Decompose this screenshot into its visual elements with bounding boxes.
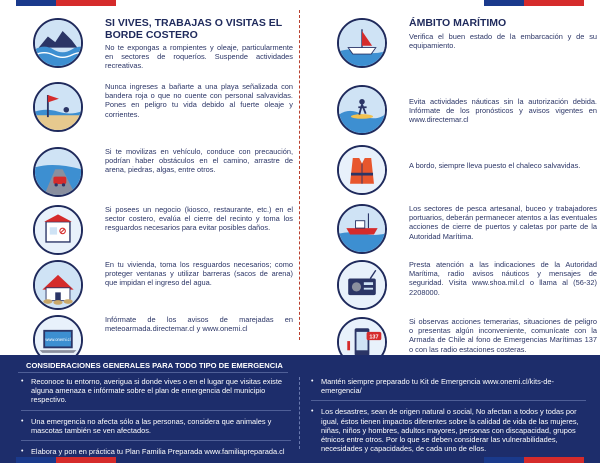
maritime-item-pesca <box>337 204 597 254</box>
consideration-item: • Mantén siempre preparado tu Kit de Emergencia www.onemi.cl/kits-de-emergencia/ <box>311 377 554 396</box>
bullet-icon: • <box>311 408 314 416</box>
coastal-text-4: Si posees un negocio (kiosco, restaurante, etc.) en el sector costero, evalúa el cierre del recinto y toma los resguardos necesarios para evitar posibles daños. <box>105 205 293 233</box>
flag-stripe-top-left <box>16 0 116 6</box>
considerations-left <box>21 377 291 461</box>
flag-stripe-top-right <box>484 0 584 6</box>
consideration-item: • Los desastres, sean de origen natural o social, No afectan a todos y todas por igual, éstos tienen impactos diferentes sobre la calidad de vida de las mujeres, niñas, niños y hombres, adultos mayores, personas con discapacidad, grupos étnicos entre otros. Por lo que se deben considerar las vulnerabilidades, necesidades y capacidades, de cada uno de ellos. <box>311 407 579 454</box>
wave-rock-icon <box>33 18 83 68</box>
maritime-item-embarcacion <box>337 18 597 68</box>
general-considerations-title: CONSIDERACIONES GENERALES PARA TODO TIPO DE EMERGENCIA <box>26 361 283 370</box>
general-considerations-band <box>0 355 600 463</box>
coastal-text-3: Si te movilizas en vehículo, conduce con precaución, podrían haber obstáculos en el camino, arrastre de arena, piedras, algas, entre otros. <box>105 147 293 175</box>
item-separator <box>21 440 291 441</box>
car-road-icon <box>33 147 83 197</box>
laptop-screen-label: www.onemi.cl <box>45 336 71 342</box>
consideration-item: • Elabora y pon en práctica tu Plan Familia Preparada www.familiapreparada.cl <box>21 447 285 457</box>
maritime-item-chaleco <box>337 145 597 195</box>
bullet-icon: • <box>21 417 24 425</box>
consideration-item: • Reconoce tu entorno, averigua si donde vives o en el lugar que visitas existe alguna amenaza e infórmate sobre el plan de emergencia del municipio respectivo. <box>21 377 283 405</box>
bullet-icon: • <box>21 378 24 385</box>
coastal-item-negocio <box>33 205 293 255</box>
surfer-icon <box>337 85 387 135</box>
considerations-right <box>311 377 586 458</box>
emergency-number-label: 137 <box>369 334 379 341</box>
maritime-title: ÁMBITO MARÍTIMO <box>409 17 507 29</box>
consideration-item: • Una emergencia no afecta sólo a las personas, considera que animales y mascotas también se ven afectados. <box>21 416 272 435</box>
maritime-text-1: Verifica el buen estado de la embarcación y de su equipamiento. <box>409 31 597 50</box>
coastal-item-vehiculo <box>33 147 293 197</box>
radio-icon <box>337 260 387 310</box>
column-divider <box>299 10 300 340</box>
coastal-text-1: No te expongas a rompientes y oleaje, particularmente en sectores de roqueríos. Suspende actividades recreativas. <box>105 43 293 71</box>
boat-icon <box>337 18 387 68</box>
bullet-icon: • <box>311 378 314 385</box>
title-underline <box>18 372 288 373</box>
item-separator <box>21 410 291 411</box>
coastal-text-2: Nunca ingreses a bañarte a una playa señalizada con bandera roja o que no cuente con personal salvavidas. Pones en peligro tu vida debido al fuerte oleaje y corrientes. <box>105 82 293 119</box>
coastal-item-rompientes <box>33 18 293 71</box>
flag-stripe-bottom-right <box>484 457 584 463</box>
item-separator <box>311 400 586 401</box>
maritime-item-radio <box>337 260 597 310</box>
bullet-icon: • <box>21 448 24 456</box>
coastal-text-6: Infórmate de los avisos de marejadas en meteoarmada.directemar.cl y www.onemi.cl <box>105 315 293 334</box>
coastal-item-bandera <box>33 82 293 132</box>
coastal-text-5: En tu vivienda, toma los resguardos necesarios; como proteger ventanas y utilizar barreras (sacos de arena) que impidan el ingreso del agua. <box>105 260 293 288</box>
house-sandbags-icon <box>33 260 83 310</box>
fishing-boat-icon <box>337 204 387 254</box>
coastal-title: SI VIVES, TRABAJAS O VISITAS EL BORDE COSTERO <box>105 17 282 41</box>
life-vest-icon <box>337 145 387 195</box>
coastal-item-vivienda <box>33 260 293 310</box>
maritime-text-2: Evita actividades náuticas sin la autorización debida. Infórmate de los pronósticos y avisos vigentes en www.directemar.cl <box>409 97 597 125</box>
maritime-text-4: Los sectores de pesca artesanal, buceo y trabajadores portuarios, deberán permanecer atentos a las eventuales acciones de cierre de puertos y caletas por parte de la Autoridad Marítima. <box>409 204 597 241</box>
maritime-text-3: A bordo, siempre lleva puesto el chaleco salvavidas. <box>409 161 581 170</box>
red-flag-beach-icon <box>33 82 83 132</box>
flag-stripe-bottom-left <box>16 457 116 463</box>
maritime-text-6: Si observas acciones temerarias, situaciones de peligro o presentas algún inconveniente, comunícate con la Armada de Chile al fono de Emergencias Marítimas 137 o con las radio estaciones costeras. <box>409 317 597 354</box>
maritime-text-5: Presta atención a las indicaciones de la Autoridad Marítima, radio avisos náuticos y mensajes de seguridad. Visita www.shoa.mil.cl o llama al (56-32) 2208000. <box>409 260 597 297</box>
band-divider <box>299 377 300 449</box>
maritime-item-nauticas <box>337 85 597 135</box>
kiosk-icon <box>33 205 83 255</box>
